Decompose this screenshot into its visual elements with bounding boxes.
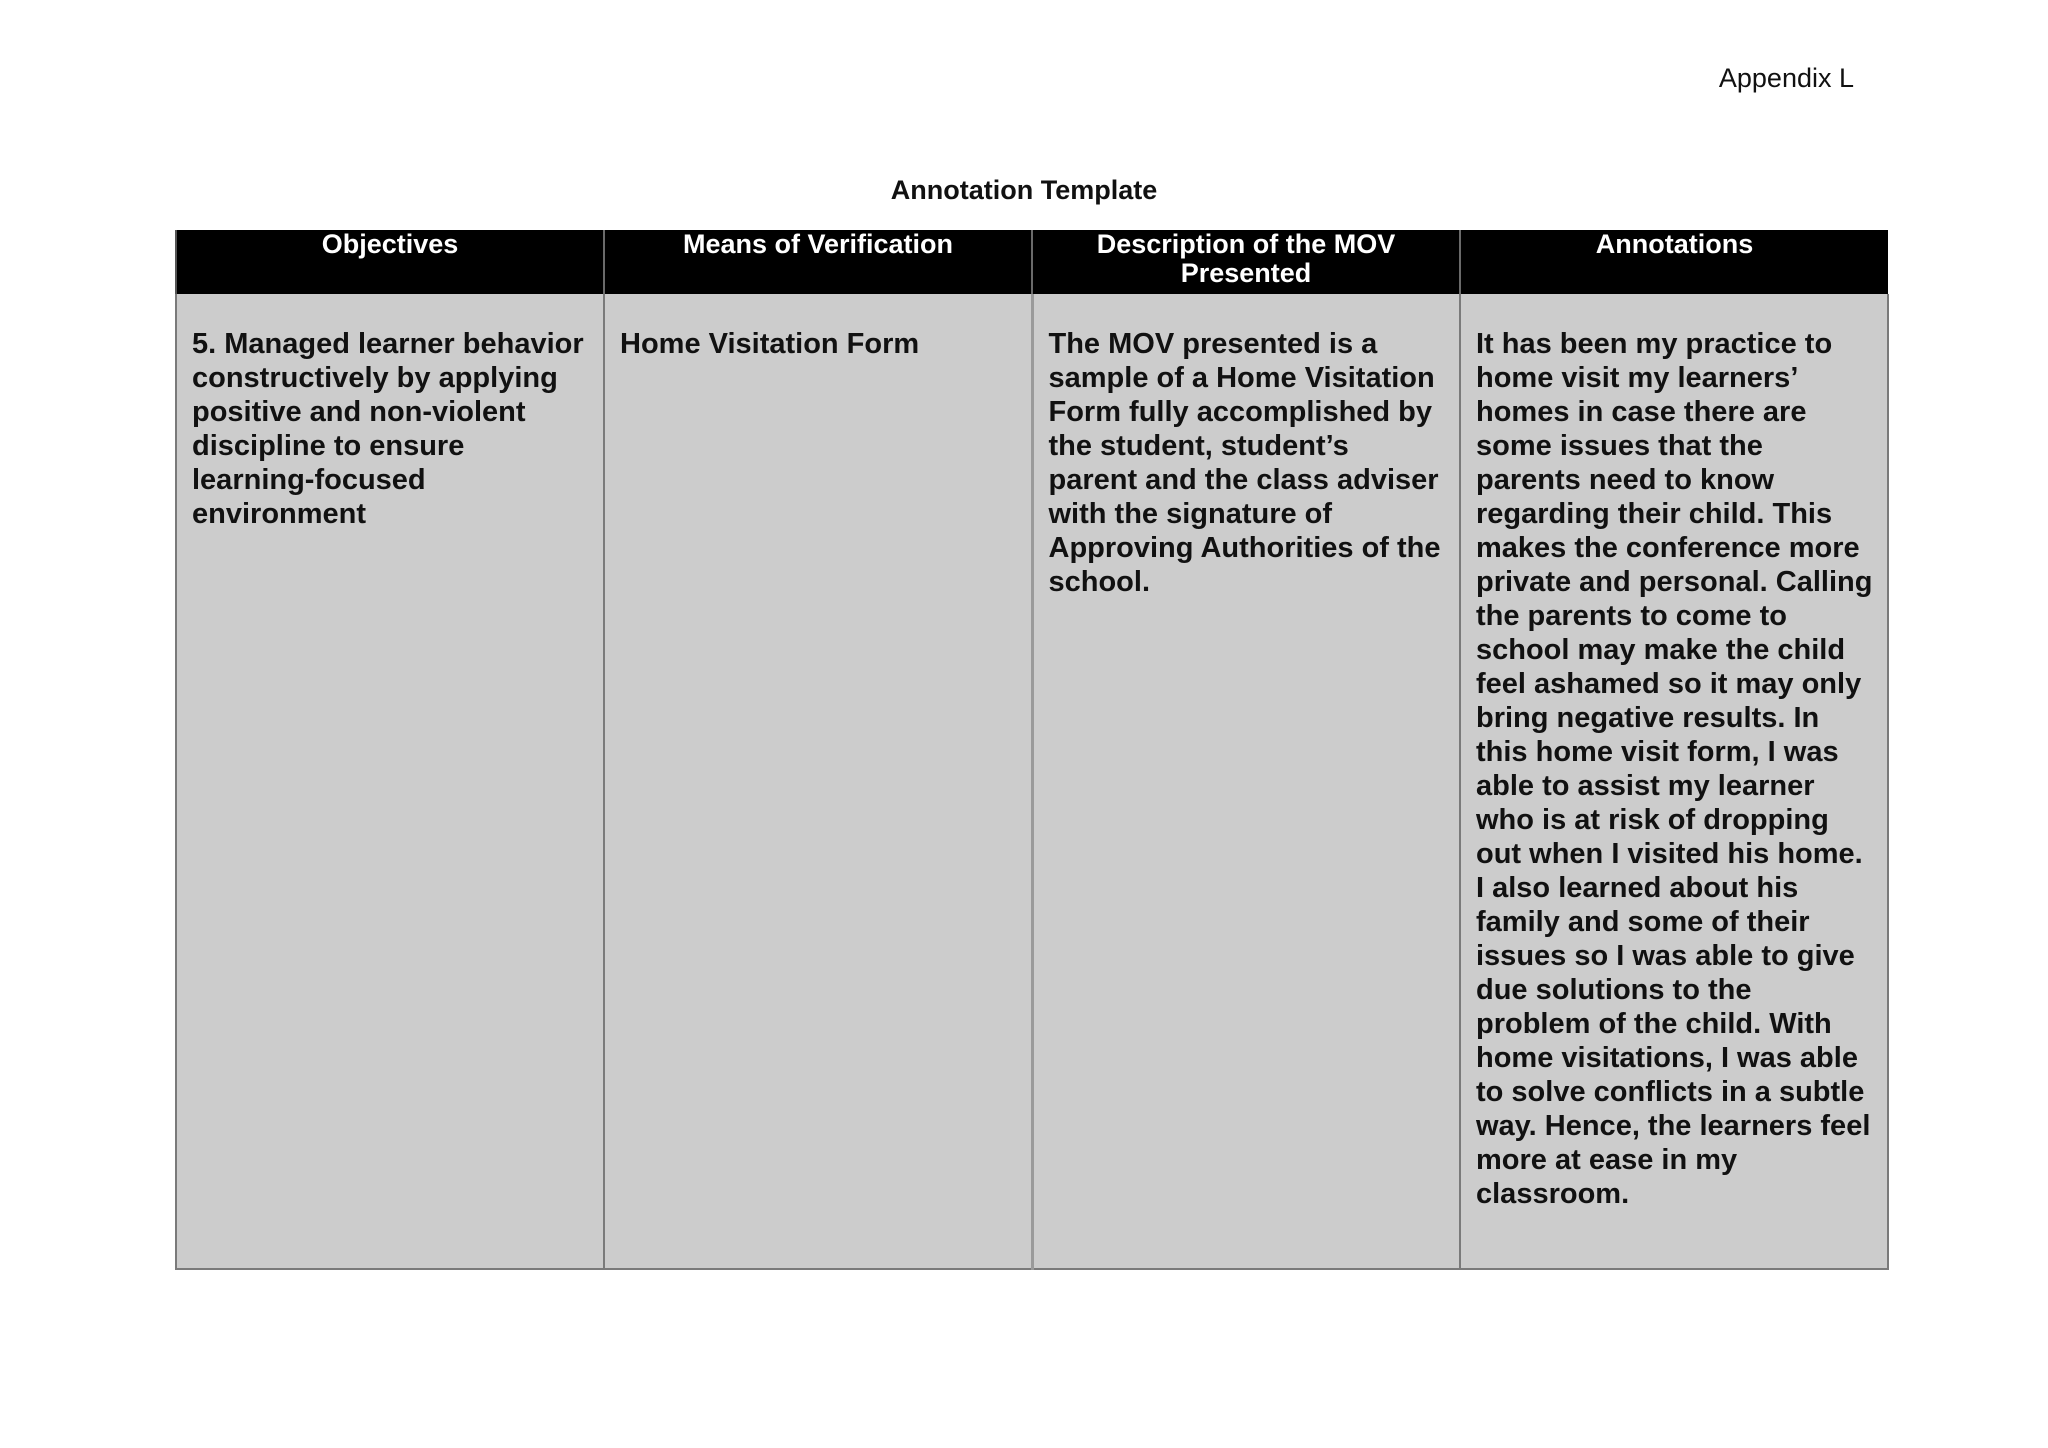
annotation-text: It has been my practice to home visit my learners’ homes in case there are some issues that the parents need to know regarding their child. This makes the conference more private and personal. Calling the parents to come to school may make the child feel ashamed so it may only bring negative results. In this home visit form, I was able to assist my learner who is at risk of dropping out when I visited his home. I also learned about his family and some of their issues so I was able to give due solutions to the problem of the child. With home visitations, I was able to solve conflicts in a subtle way. Hence, the learners feel more at ease in my classroom. [1476,328,1873,1210]
annotation-table [175,230,1889,1270]
column-header-description: Description of the MOV Presented [1032,230,1460,294]
table-body [176,294,1888,1269]
objective-text: 5. Managed learner behavior constructively by applying positive and non-violent discipline to ensure learning-focused environment [192,328,584,530]
table-row [176,294,1888,1269]
appendix-label: Appendix L [1718,63,1854,93]
column-header-means-of-verification: Means of Verification [604,230,1032,294]
table-header-row [176,230,1888,294]
table-header [176,230,1888,294]
means-of-verification-cell [604,294,1032,1269]
annotation-cell [1460,294,1888,1269]
objective-cell [176,294,604,1269]
document-title: Annotation Template [890,175,1158,205]
means-of-verification-text: Home Visitation Form [620,328,920,360]
description-text: The MOV presented is a sample of a Home Visitation Form fully accomplished by the student, student’s parent and the class adviser with the signature of Approving Authorities of the school. [1048,328,1441,598]
column-header-annotations: Annotations [1460,230,1888,294]
description-cell [1032,294,1460,1269]
column-header-objectives: Objectives [176,230,604,294]
